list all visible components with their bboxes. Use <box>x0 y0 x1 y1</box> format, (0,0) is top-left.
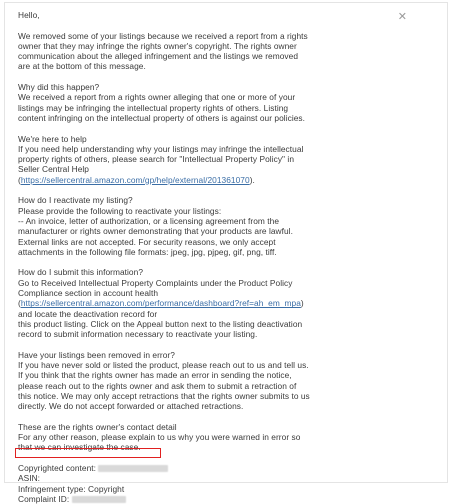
submit-link-prefix: ( <box>18 298 21 309</box>
account-health-link[interactable]: https://sellercentral.amazon.com/performance/dashboard?ref=ah_em_mpa <box>20 298 301 309</box>
why-line: content infringing on the intellectual property of others is against our policies. <box>18 112 306 123</box>
help-heading: We're here to help <box>18 133 87 144</box>
reactivate-line: manufacturer or rights owner demonstrating that your products are lawful. <box>18 226 293 237</box>
error-line: this notice. We may only accept retractions that the rights owner submits to us <box>18 390 310 401</box>
asin-label: ASIN: <box>18 473 41 484</box>
help-link-prefix: ( <box>18 174 21 185</box>
reactivate-line: Please provide the following to reactivate your listings: <box>18 205 222 216</box>
contact-line: that we can investigate the case. <box>18 442 141 453</box>
reactivate-line: -- An invoice, letter of authorization, or a licensing agreement from the <box>18 215 280 226</box>
error-line: please reach out to the rights owner and ask them to submit a retraction of <box>18 380 297 391</box>
contact-heading: These are the rights owner's contact detail <box>18 421 177 432</box>
message-body <box>18 10 410 504</box>
why-line: We received a report from a rights owner alleging that one or more of your <box>18 92 296 103</box>
error-line: If you think that the rights owner has made an error in sending the notice, <box>18 370 292 381</box>
submit-link-line <box>18 298 410 308</box>
intro-line: We removed some of your listings because we received a report from a rights <box>18 30 308 41</box>
submit-line: this product listing. Click on the Appeal button next to the listing deactivation <box>18 318 303 329</box>
complaint-id-label: Complaint ID: <box>18 493 70 504</box>
redacted-value <box>72 496 126 503</box>
error-line: directly. We do not accept forwarded or attached retractions. <box>18 401 244 412</box>
reactivate-line: External links are not accepted. For security reasons, we only accept <box>18 236 276 247</box>
reactivate-heading: How do I reactivate my listing? <box>18 195 133 206</box>
redacted-value <box>98 465 168 472</box>
error-heading: Have your listings been removed in error? <box>18 349 175 360</box>
close-icon[interactable]: ✕ <box>397 11 407 23</box>
contact-line: For any other reason, please explain to us why you were warned in error so <box>18 432 301 443</box>
asin-row <box>18 473 410 483</box>
submit-line: Compliance section in account health <box>18 288 159 299</box>
submit-link-suffix: ) <box>300 298 304 309</box>
reactivate-line: attachments in the following file formats: jpeg, jpg, pjpeg, gif, png, tiff. <box>18 246 277 257</box>
error-line: If you have never sold or listed the product, please reach out to us and tell us. <box>18 360 309 371</box>
help-line: Seller Central Help <box>18 164 89 175</box>
why-line: listings may be infringing the intellectual property rights of others. Listing <box>18 102 289 113</box>
highlight-box <box>15 448 161 458</box>
seller-help-link[interactable]: https://sellercentral.amazon.com/gp/help/external/201361070 <box>20 174 250 185</box>
submit-line: Go to Received Intellectual Property Complaints under the Product Policy <box>18 277 293 288</box>
help-line: property rights of others, please search for "Intellectual Property Policy" in <box>18 154 295 165</box>
intro-line: are at the bottom of this message. <box>18 61 146 72</box>
infringement-type: Infringement type: Copyright <box>18 483 125 494</box>
help-link-line <box>18 175 410 185</box>
greeting: Hello, <box>18 10 40 20</box>
complaint-id-row <box>18 494 410 504</box>
why-heading: Why did this happen? <box>18 82 100 93</box>
submit-heading: How do I submit this information? <box>18 267 144 278</box>
help-line: If you need help understanding why your listings may infringe the intellectual <box>18 143 304 154</box>
submit-line: record to submit information necessary to reactivate your listing. <box>18 329 258 340</box>
intro-line: owner that they may infringe the rights owner's copyright. The rights owner <box>18 40 297 51</box>
copyrighted-content-label: Copyrighted content: <box>18 463 96 474</box>
submit-line: and locate the deactivation record for <box>18 308 158 319</box>
help-link-suffix: ). <box>249 174 255 185</box>
copyrighted-content-row <box>18 463 410 473</box>
intro-line: communication about the alleged infringement and the listings we removed <box>18 51 299 62</box>
